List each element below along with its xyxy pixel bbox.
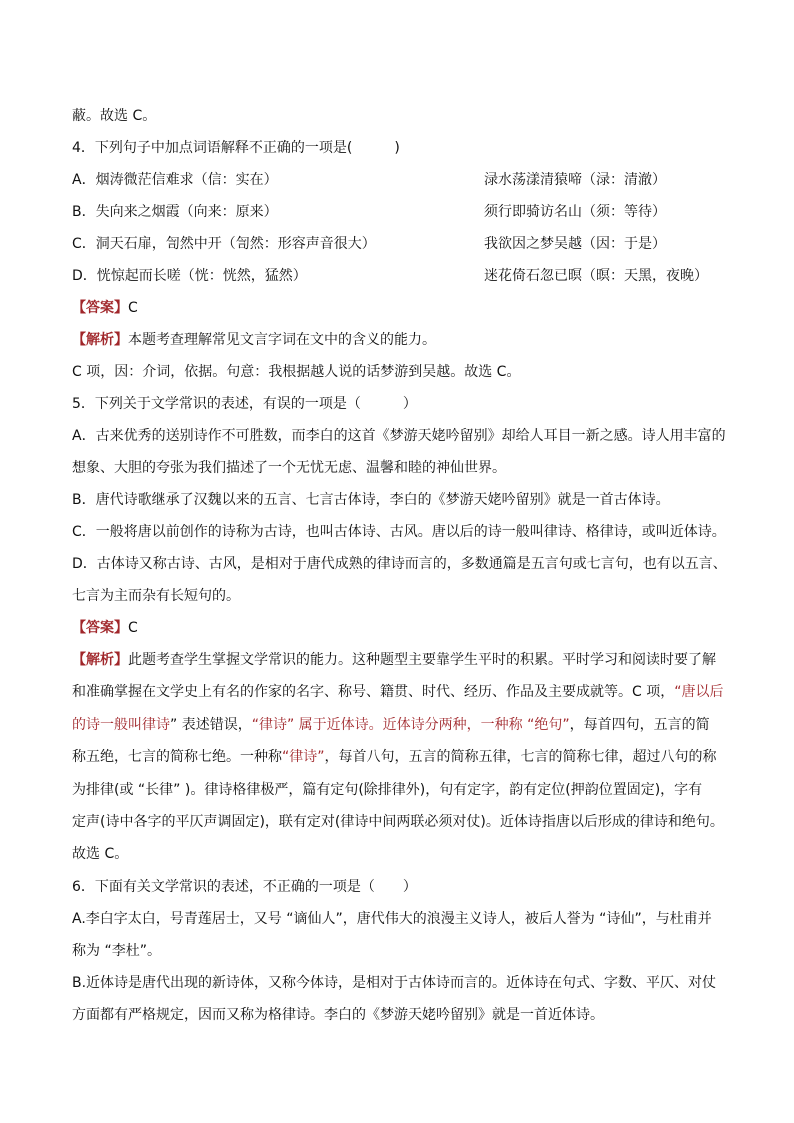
q5-analysis-line-3: [72, 709, 734, 741]
q4-option-d-left: D．恍惊起而长嗟（恍：恍然，猛然）: [72, 268, 307, 284]
q4-analysis-tag: 【解析】: [72, 332, 128, 348]
q4-option-a-left: A．烟涛微茫信难求（信：实在）: [72, 172, 278, 188]
q5-answer-value: C: [128, 620, 138, 636]
q4-answer-value: C: [128, 300, 138, 316]
q5-line-2: 想象、大胆的夸张为我们描述了一个无忧无虑、温馨和睦的神仙世界。: [72, 460, 506, 476]
q4-option-a-right: 渌水荡漾清猿啼（渌：清澈）: [484, 172, 666, 188]
q4-option-b-left: B．失向来之烟霞（向来：原来）: [72, 204, 278, 220]
q5-analysis-highlight-2: 的诗一般叫律诗: [72, 716, 170, 733]
q5-analysis-text-2: 和准确掌握在文学史上有名的作家的名字、称号、籍贯、时代、经历、作品及主要成就等。C 项，: [72, 684, 675, 701]
q4-option-c-right: 我欲因之梦吴越（因：于是）: [484, 236, 666, 252]
q4-option-a: [72, 164, 734, 196]
q5-analysis-text-4a: 称五绝，七言的简称七绝。一种称: [72, 749, 282, 766]
q4-option-d-right: 迷花倚石忽已暝（暝：天黑，夜晚）: [484, 268, 708, 284]
q5-analysis-line-5: 为排律(或 “长律” )。律诗格律极严，篇有定句(除排律外)，句有定字，韵有定位(押韵位置固定)，字有: [72, 781, 703, 798]
q4-options: [72, 164, 734, 292]
q4-analysis: [72, 324, 734, 356]
q5-analysis-text-3b: ，每首四句，五言的简: [569, 716, 710, 733]
q6-line-1: A.李白字太白，号青莲居士，又号 “谪仙人”，唐代伟大的浪漫主义诗人，被后人誉为 “诗仙”，与杜甫并: [72, 910, 712, 927]
q5-analysis-line-4: [72, 741, 734, 773]
q5-line-6: 七言为主而杂有长短句的。: [72, 588, 240, 604]
q6-line-3: B.近体诗是唐代出现的新诗体，又称今体诗，是相对于古体诗而言的。近体诗在句式、字数、平仄、对仗: [72, 974, 717, 991]
q6-stem: 6．下面有关文学常识的表述，不正确的一项是（ ）: [72, 878, 417, 895]
q5-analysis-line-2: [72, 676, 734, 708]
document-content: [72, 100, 734, 1031]
q4-stem: 4．下列句子中加点词语解释不正确的一项是( ): [72, 140, 400, 156]
q5-line-3: B．唐代诗歌继承了汉魏以来的五言、七言古体诗，李白的《梦游天姥吟留别》就是一首古体诗。: [72, 492, 670, 508]
q5-analysis-highlight-4: “律诗”: [282, 749, 325, 766]
q4-answer: [72, 292, 734, 324]
q5-analysis-text-4b: ，每首八句，五言的简称五律，七言的简称七律，超过八句的称: [324, 749, 717, 766]
q5-analysis-text-1: 此题考查学生掌握文学常识的能力。这种题型主要靠学生平时的积累。平时学习和阅读时要了解: [128, 652, 716, 668]
q5-line-1: A．古来优秀的送别诗作不可胜数，而李白的这首《梦游天姥吟留别》却给人耳目一新之感。诗人用丰富的: [72, 428, 726, 444]
q4-analysis-text: 本题考查理解常见文言字词在文中的含义的能力。: [128, 332, 436, 348]
q5-analysis-line-7: 故选 C。: [72, 846, 129, 863]
q5-analysis-line-6: 定声(诗中各字的平仄声调固定)，联有定对(律诗中间两联必须对仗)。近体诗指唐以后形成的律诗和绝句。: [72, 814, 724, 831]
q4-option-b-right: 须行即骑访名山（须：等待）: [484, 204, 666, 220]
q4-answer-tag: 【答案】: [72, 300, 128, 316]
q5-analysis-highlight-3: “律诗” 属于近体诗。近体诗分两种，一种称 “绝句”: [251, 716, 570, 733]
q4-option-d: [72, 260, 734, 292]
q5-analysis-tag: 【解析】: [72, 652, 128, 668]
q4-option-b: [72, 196, 734, 228]
q5-analysis-highlight-1: “唐以后: [674, 684, 724, 701]
q5-stem: 5．下列关于文学常识的表述，有误的一项是（ ）: [72, 396, 417, 412]
q5-line-5: D．古体诗又称古诗、古风，是相对于唐代成熟的律诗而言的，多数通篇是五言句或七言句，也有以五言、: [72, 556, 727, 572]
q6-line-4: 方面都有严格规定，因而又称为格律诗。李白的《梦游天姥吟留别》就是一首近体诗。: [72, 1006, 604, 1023]
q5-analysis-text-3a: ” 表述错误，: [170, 716, 252, 733]
q6-line-2: 称为 “李杜”。: [72, 942, 161, 959]
q5-answer: [72, 612, 734, 644]
q5-line-4: C．一般将唐以前创作的诗称为古诗，也叫古体诗、古风。唐以后的诗一般叫律诗、格律诗，或叫近体诗。: [72, 524, 726, 540]
q4-option-c: [72, 228, 734, 260]
q5-answer-tag: 【答案】: [72, 620, 128, 636]
prev-answer-tail: 蔽。故选 C。: [72, 108, 157, 124]
q4-option-c-left: C．洞天石扉，訇然中开（訇然：形容声音很大）: [72, 236, 376, 252]
q5-analysis-line-1: [72, 644, 734, 676]
q4-analysis-detail: C 项，因：介词，依据。句意：我根据越人说的话梦游到吴越。故选 C。: [72, 364, 521, 380]
